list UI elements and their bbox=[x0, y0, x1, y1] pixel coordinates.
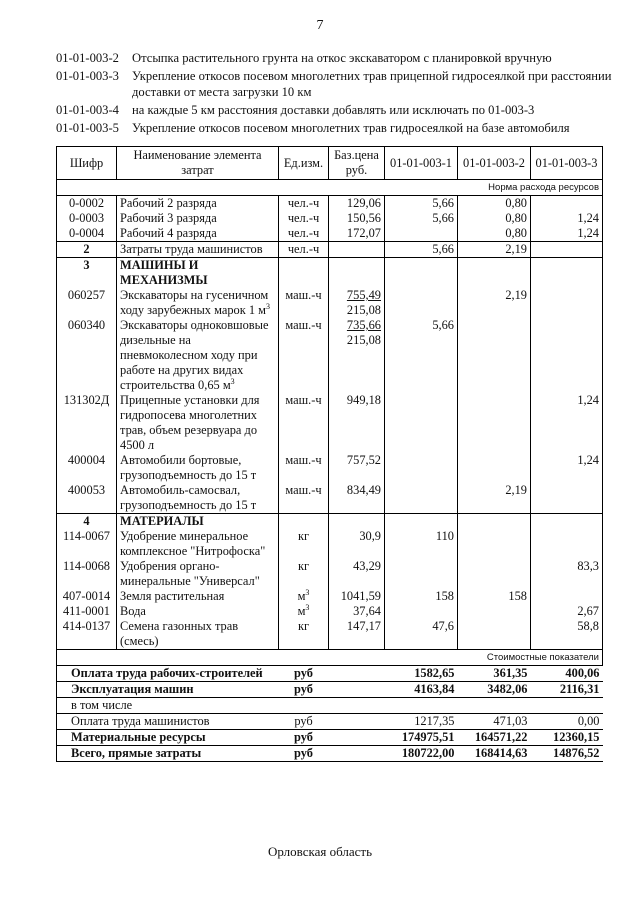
row-value-2 bbox=[458, 529, 531, 559]
row-price bbox=[329, 258, 385, 289]
row-value-3 bbox=[531, 514, 603, 530]
subheader-cost-row bbox=[57, 650, 603, 666]
summary-value-2: 471,03 bbox=[458, 714, 531, 730]
summary-value-1: 1582,65 bbox=[385, 666, 458, 682]
summary-value-1: 1217,35 bbox=[385, 714, 458, 730]
header-name: Наименование элемента затрат bbox=[117, 147, 279, 180]
work-item bbox=[56, 120, 616, 136]
row-price-value: 757,52 bbox=[346, 453, 381, 467]
row-price bbox=[329, 196, 385, 212]
summary-row bbox=[57, 666, 603, 682]
row-unit bbox=[279, 211, 329, 226]
row-name-text: Рабочий 4 разряда bbox=[120, 226, 217, 240]
row-value-2 bbox=[458, 453, 531, 483]
row-price-secondary: 215,08 bbox=[346, 333, 381, 347]
row-name bbox=[117, 619, 279, 650]
row-unit-text: маш.-ч bbox=[285, 288, 322, 302]
row-price-value: 1041,59 bbox=[340, 589, 381, 603]
row-price bbox=[329, 514, 385, 530]
row-name bbox=[117, 242, 279, 258]
row-value-3: 2,67 bbox=[531, 604, 603, 619]
row-price bbox=[329, 604, 385, 619]
row-value-1: 47,6 bbox=[385, 619, 458, 650]
row-unit-text: чел.-ч bbox=[287, 242, 320, 256]
summary-value-1: 180722,00 bbox=[385, 746, 458, 762]
row-value-3 bbox=[531, 288, 603, 318]
row-name-text: Земля растительная bbox=[120, 589, 225, 603]
row-value-1 bbox=[385, 226, 458, 242]
summary-unit: руб bbox=[279, 682, 329, 698]
work-item-code: 01-01-003-5 bbox=[56, 121, 119, 135]
superscript-3: 3 bbox=[305, 602, 310, 612]
row-price-value: 949,18 bbox=[346, 393, 381, 407]
row-value-3: 1,24 bbox=[531, 393, 603, 453]
work-item bbox=[56, 68, 616, 100]
row-value-2: 2,19 bbox=[458, 483, 531, 514]
header-unit: Ед.изм. bbox=[279, 147, 329, 180]
row-price bbox=[329, 211, 385, 226]
row-code: 0-0003 bbox=[57, 211, 117, 226]
row-name-text: Прицепные установки для гидропосева многолетних трав, объем резервуара до 4500 л bbox=[120, 393, 260, 452]
row-unit-text: чел.-ч bbox=[287, 226, 320, 240]
subheader-norm-row bbox=[57, 180, 603, 196]
row-unit-text: чел.-ч bbox=[287, 196, 320, 210]
superscript-3: 3 bbox=[230, 376, 235, 386]
summary-value-3: 0,00 bbox=[531, 714, 603, 730]
row-value-2: 0,80 bbox=[458, 226, 531, 242]
row-value-3 bbox=[531, 242, 603, 258]
work-item bbox=[56, 102, 616, 118]
summary-value-3: 400,06 bbox=[531, 666, 603, 682]
row-name-text: Автомобили бортовые, грузоподъемность до 15 т bbox=[120, 453, 257, 482]
row-value-2 bbox=[458, 393, 531, 453]
row-value-1 bbox=[385, 258, 458, 289]
summary-value-2: 361,35 bbox=[458, 666, 531, 682]
summary-value-3: 12360,15 bbox=[531, 730, 603, 746]
row-code: 060340 bbox=[57, 318, 117, 393]
row-value-3 bbox=[531, 483, 603, 514]
row-unit-text: кг bbox=[297, 619, 310, 633]
row-unit-text: маш.-ч bbox=[285, 318, 322, 332]
row-name bbox=[117, 258, 279, 289]
row-name-text: Удобрение минеральное комплексное "Нитрофоска" bbox=[120, 529, 266, 558]
row-value-2 bbox=[458, 514, 531, 530]
row-value-1 bbox=[385, 288, 458, 318]
row-price-value: 150,56 bbox=[346, 211, 381, 225]
row-price-value: 735,66 bbox=[346, 318, 381, 332]
row-value-1 bbox=[385, 559, 458, 589]
summary-empty bbox=[329, 746, 385, 762]
subheader-cost: Стоимостные показатели bbox=[57, 650, 603, 666]
row-value-3: 1,24 bbox=[531, 453, 603, 483]
subheader-norm: Норма расхода ресурсов bbox=[57, 180, 603, 196]
row-name-text: Автомобиль-самосвал, грузоподъемность до 15 т bbox=[120, 483, 257, 512]
resource-table bbox=[56, 146, 603, 762]
summary-unit: руб bbox=[279, 666, 329, 682]
row-code: 0-0002 bbox=[57, 196, 117, 212]
row-code: 060257 bbox=[57, 288, 117, 318]
header-col-2: 01-01-003-2 bbox=[458, 147, 531, 180]
row-value-3: 83,3 bbox=[531, 559, 603, 589]
header-col-3: 01-01-003-3 bbox=[531, 147, 603, 180]
row-unit bbox=[279, 242, 329, 258]
row-code: 411-0001 bbox=[57, 604, 117, 619]
row-code: 400053 bbox=[57, 483, 117, 514]
work-items-list bbox=[56, 50, 616, 138]
table-row bbox=[57, 288, 603, 318]
row-value-1: 158 bbox=[385, 589, 458, 604]
row-unit bbox=[279, 318, 329, 393]
row-price-value: 834,49 bbox=[346, 483, 381, 497]
row-unit-text: кг bbox=[297, 559, 310, 573]
summary-label: Всего, прямые затраты bbox=[57, 746, 279, 762]
summary-value-3: 14876,52 bbox=[531, 746, 603, 762]
summary-empty bbox=[329, 682, 385, 698]
table-row bbox=[57, 258, 603, 289]
row-value-3: 1,24 bbox=[531, 211, 603, 226]
superscript-3: 3 bbox=[265, 301, 270, 311]
row-unit bbox=[279, 196, 329, 212]
row-price bbox=[329, 393, 385, 453]
summary-label: Эксплуатация машин bbox=[57, 682, 279, 698]
row-name-text: Экскаваторы одноковшовые дизельные на пневмоколесном ходу при работе на других видах строительства 0,65 м bbox=[120, 318, 269, 392]
table-row bbox=[57, 604, 603, 619]
row-price bbox=[329, 288, 385, 318]
row-value-3 bbox=[531, 318, 603, 393]
row-price-value: 172,07 bbox=[346, 226, 381, 240]
row-name bbox=[117, 226, 279, 242]
row-unit-text: м bbox=[297, 589, 306, 603]
work-item-text: Укрепление откосов посевом многолетних трав гидросеялкой на базе автомобиля bbox=[132, 121, 570, 135]
row-value-2 bbox=[458, 619, 531, 650]
work-item-code: 01-01-003-4 bbox=[56, 103, 119, 117]
row-price-value: 755,49 bbox=[346, 288, 381, 302]
row-price bbox=[329, 559, 385, 589]
row-code: 3 bbox=[57, 258, 117, 289]
row-value-2 bbox=[458, 258, 531, 289]
summary-unit: руб bbox=[279, 730, 329, 746]
summary-value-1: 4163,84 bbox=[385, 682, 458, 698]
row-value-1 bbox=[385, 604, 458, 619]
summary-value-1 bbox=[385, 698, 458, 714]
row-price-value: 30,9 bbox=[359, 529, 381, 543]
row-value-3 bbox=[531, 258, 603, 289]
work-item-code: 01-01-003-2 bbox=[56, 51, 119, 65]
summary-unit bbox=[279, 698, 329, 714]
row-name-text: Рабочий 3 разряда bbox=[120, 211, 217, 225]
row-unit bbox=[279, 483, 329, 514]
table-row bbox=[57, 589, 603, 604]
row-value-1 bbox=[385, 514, 458, 530]
row-name bbox=[117, 453, 279, 483]
superscript-3: 3 bbox=[305, 587, 310, 597]
row-price-value: 129,06 bbox=[346, 196, 381, 210]
row-value-1: 5,66 bbox=[385, 196, 458, 212]
row-value-2: 0,80 bbox=[458, 196, 531, 212]
row-code: 4 bbox=[57, 514, 117, 530]
row-unit bbox=[279, 393, 329, 453]
row-code: 0-0004 bbox=[57, 226, 117, 242]
row-price bbox=[329, 226, 385, 242]
row-value-3: 1,24 bbox=[531, 226, 603, 242]
summary-row bbox=[57, 730, 603, 746]
header-code: Шифр bbox=[57, 147, 117, 180]
row-name bbox=[117, 514, 279, 530]
row-name bbox=[117, 211, 279, 226]
row-code: 131302Д bbox=[57, 393, 117, 453]
region-footer: Орловская область bbox=[267, 844, 373, 859]
work-item-text: Укрепление откосов посевом многолетних трав прицепной гидросеялкой при расстоянии доставки от места загрузки 10 км bbox=[132, 69, 612, 99]
row-name bbox=[117, 604, 279, 619]
row-name-text: Удобрения органо-минеральные "Универсал" bbox=[120, 559, 260, 588]
row-name bbox=[117, 318, 279, 393]
row-value-2: 0,80 bbox=[458, 211, 531, 226]
summary-value-1: 174975,51 bbox=[385, 730, 458, 746]
summary-unit: руб bbox=[279, 714, 329, 730]
table-row bbox=[57, 483, 603, 514]
row-value-2: 2,19 bbox=[458, 288, 531, 318]
summary-value-3: 2116,31 bbox=[531, 682, 603, 698]
row-value-1: 5,66 bbox=[385, 242, 458, 258]
row-unit-text: м bbox=[297, 604, 306, 618]
row-value-2: 2,19 bbox=[458, 242, 531, 258]
row-value-3 bbox=[531, 589, 603, 604]
table-row bbox=[57, 514, 603, 530]
row-code: 114-0068 bbox=[57, 559, 117, 589]
summary-unit: руб bbox=[279, 746, 329, 762]
row-unit bbox=[279, 529, 329, 559]
row-value-3: 58,8 bbox=[531, 619, 603, 650]
row-value-2: 158 bbox=[458, 589, 531, 604]
row-name-text: Экскаваторы на гусеничном ходу зарубежных марок 1 м bbox=[120, 288, 269, 317]
row-price-value: 147,17 bbox=[346, 619, 381, 633]
row-value-3 bbox=[531, 196, 603, 212]
row-code: 414-0137 bbox=[57, 619, 117, 650]
row-name-text: Вода bbox=[120, 604, 146, 618]
row-value-1 bbox=[385, 453, 458, 483]
table-row bbox=[57, 453, 603, 483]
table-row bbox=[57, 211, 603, 226]
row-unit bbox=[279, 589, 329, 604]
table-row bbox=[57, 619, 603, 650]
table-header-row bbox=[57, 147, 603, 180]
summary-value-2: 3482,06 bbox=[458, 682, 531, 698]
row-unit bbox=[279, 288, 329, 318]
summary-label: Материальные ресурсы bbox=[57, 730, 279, 746]
header-col-1: 01-01-003-1 bbox=[385, 147, 458, 180]
row-value-1 bbox=[385, 393, 458, 453]
summary-value-3 bbox=[531, 698, 603, 714]
row-name bbox=[117, 589, 279, 604]
summary-label: Оплата труда машинистов bbox=[57, 714, 279, 730]
row-value-1: 110 bbox=[385, 529, 458, 559]
row-name-text: МАТЕРИАЛЫ bbox=[120, 514, 204, 528]
row-unit bbox=[279, 514, 329, 530]
table-row bbox=[57, 196, 603, 212]
page-number: 7 bbox=[316, 18, 324, 33]
table-row bbox=[57, 318, 603, 393]
row-price bbox=[329, 483, 385, 514]
summary-row bbox=[57, 682, 603, 698]
row-price bbox=[329, 453, 385, 483]
row-value-1: 5,66 bbox=[385, 318, 458, 393]
row-price bbox=[329, 589, 385, 604]
summary-empty bbox=[329, 730, 385, 746]
work-item-text: на каждые 5 км расстояния доставки добавлять или исключать по 01-003-3 bbox=[132, 103, 535, 117]
summary-row bbox=[57, 698, 603, 714]
row-value-1: 5,66 bbox=[385, 211, 458, 226]
summary-value-2: 164571,22 bbox=[458, 730, 531, 746]
row-price bbox=[329, 619, 385, 650]
row-price-value: 37,64 bbox=[353, 604, 381, 618]
summary-empty bbox=[329, 666, 385, 682]
row-name-text: Рабочий 2 разряда bbox=[120, 196, 217, 210]
row-name bbox=[117, 196, 279, 212]
table-row bbox=[57, 529, 603, 559]
summary-row bbox=[57, 714, 603, 730]
row-value-1 bbox=[385, 483, 458, 514]
row-name bbox=[117, 559, 279, 589]
row-name bbox=[117, 288, 279, 318]
summary-label: Оплата труда рабочих-строителей bbox=[57, 666, 279, 682]
table-row bbox=[57, 559, 603, 589]
row-unit bbox=[279, 604, 329, 619]
row-value-3 bbox=[531, 529, 603, 559]
row-unit-text: кг bbox=[297, 529, 310, 543]
row-value-2 bbox=[458, 604, 531, 619]
row-name-text: Затраты труда машинистов bbox=[120, 242, 263, 256]
row-unit bbox=[279, 258, 329, 289]
row-code: 407-0014 bbox=[57, 589, 117, 604]
summary-empty bbox=[329, 714, 385, 730]
header-price: Баз.цена руб. bbox=[329, 147, 385, 180]
row-unit bbox=[279, 226, 329, 242]
row-name bbox=[117, 483, 279, 514]
row-value-2 bbox=[458, 559, 531, 589]
row-code: 2 bbox=[57, 242, 117, 258]
table-row bbox=[57, 393, 603, 453]
row-name-text: МАШИНЫ И МЕХАНИЗМЫ bbox=[120, 258, 208, 287]
row-unit-text: маш.-ч bbox=[285, 483, 322, 497]
summary-row bbox=[57, 746, 603, 762]
work-item-text: Отсыпка растительного грунта на откос экскаватором с планировкой вручную bbox=[132, 51, 552, 65]
summary-label: в том числе bbox=[57, 698, 279, 714]
row-price-value: 43,29 bbox=[353, 559, 381, 573]
row-price bbox=[329, 242, 385, 258]
row-name bbox=[117, 529, 279, 559]
row-unit bbox=[279, 453, 329, 483]
work-item-code: 01-01-003-3 bbox=[56, 69, 119, 83]
row-price bbox=[329, 318, 385, 393]
row-value-2 bbox=[458, 318, 531, 393]
row-unit-text: маш.-ч bbox=[285, 453, 322, 467]
row-price-secondary: 215,08 bbox=[346, 303, 381, 317]
summary-value-2 bbox=[458, 698, 531, 714]
summary-empty bbox=[329, 698, 385, 714]
row-code: 400004 bbox=[57, 453, 117, 483]
row-price bbox=[329, 529, 385, 559]
row-unit-text: маш.-ч bbox=[285, 393, 322, 407]
table-row bbox=[57, 226, 603, 242]
row-code: 114-0067 bbox=[57, 529, 117, 559]
row-unit-text: чел.-ч bbox=[287, 211, 320, 225]
table-row bbox=[57, 242, 603, 258]
summary-value-2: 168414,63 bbox=[458, 746, 531, 762]
row-name-text: Семена газонных трав (смесь) bbox=[120, 619, 239, 648]
work-item bbox=[56, 50, 616, 66]
row-unit bbox=[279, 619, 329, 650]
row-unit bbox=[279, 559, 329, 589]
row-name bbox=[117, 393, 279, 453]
